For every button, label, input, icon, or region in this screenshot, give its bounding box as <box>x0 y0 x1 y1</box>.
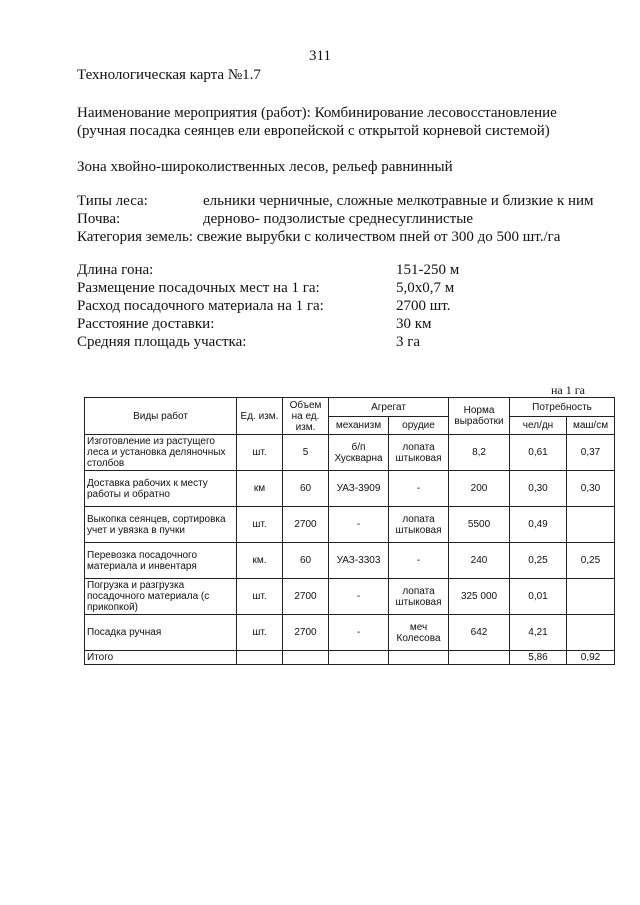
cell-unit: шт. <box>237 615 283 651</box>
activity-name-line-2: (ручная посадка сеянцев ели европейской с открытой корневой системой) <box>77 123 550 139</box>
cell-work: Посадка ручная <box>85 615 237 651</box>
param-label: Расстояние доставки: <box>77 316 215 332</box>
cell-tool: - <box>389 471 449 507</box>
works-table <box>84 397 615 665</box>
param-value: 30 км <box>396 316 432 332</box>
cell-volume: 2700 <box>283 615 329 651</box>
cell-unit: шт. <box>237 507 283 543</box>
cell-work: Перевозка посадочного материала и инвентаря <box>85 543 237 579</box>
cell-total-man-days: 5,86 <box>510 651 567 665</box>
table-row <box>85 579 615 615</box>
cell-mechanism: - <box>329 507 389 543</box>
param-label: Длина гона: <box>77 262 154 278</box>
cell-man-days: 4,21 <box>510 615 567 651</box>
cell-machine-shifts: 0,30 <box>567 471 615 507</box>
zone-line: Зона хвойно-широколиственных лесов, рельеф равнинный <box>77 159 453 175</box>
header-machine-shifts: маш/см <box>567 417 615 435</box>
cell-machine-shifts: 0,37 <box>567 435 615 471</box>
table-row <box>85 543 615 579</box>
activity-name-line-1: Наименование мероприятия (работ): Комбинирование лесовосстановление <box>77 105 557 121</box>
cell-man-days: 0,30 <box>510 471 567 507</box>
param-label: Средняя площадь участка: <box>77 334 247 350</box>
cell-mechanism: УАЗ-3909 <box>329 471 389 507</box>
cell-man-days: 0,01 <box>510 579 567 615</box>
cell-tool: лопата штыковая <box>389 507 449 543</box>
param-label: Расход посадочного материала на 1 га: <box>77 298 324 314</box>
header-unit: Ед. изм. <box>237 398 283 435</box>
table-row <box>85 435 615 471</box>
cell-volume: 2700 <box>283 579 329 615</box>
forest-types-label: Типы леса: <box>77 193 148 209</box>
header-tool: орудие <box>389 417 449 435</box>
table-row <box>85 615 615 651</box>
soil-label: Почва: <box>77 211 121 227</box>
header-man-days: чел/дн <box>510 417 567 435</box>
cell-total-machine-shifts: 0,92 <box>567 651 615 665</box>
cell-empty <box>283 651 329 665</box>
param-label: Размещение посадочных мест на 1 га: <box>77 280 320 296</box>
forest-types-value: ельники черничные, сложные мелкотравные и близкие к ним <box>203 193 594 209</box>
cell-machine-shifts <box>567 579 615 615</box>
table-row <box>85 471 615 507</box>
cell-work: Изготовление из растущего леса и установка деляночных столбов <box>85 435 237 471</box>
param-value: 3 га <box>396 334 421 350</box>
cell-volume: 60 <box>283 543 329 579</box>
cell-man-days: 0,49 <box>510 507 567 543</box>
cell-volume: 5 <box>283 435 329 471</box>
param-value: 2700 шт. <box>396 298 451 314</box>
cell-volume: 60 <box>283 471 329 507</box>
cell-empty <box>329 651 389 665</box>
header-norm: Норма выработки <box>449 398 510 435</box>
cell-machine-shifts <box>567 507 615 543</box>
cell-mechanism: - <box>329 615 389 651</box>
cell-norm: 325 000 <box>449 579 510 615</box>
param-value: 151-250 м <box>396 262 460 278</box>
cell-unit: км <box>237 471 283 507</box>
header-mechanism: механизм <box>329 417 389 435</box>
cell-norm: 8,2 <box>449 435 510 471</box>
cell-empty <box>389 651 449 665</box>
cell-machine-shifts: 0,25 <box>567 543 615 579</box>
header-aggregate: Агрегат <box>329 398 449 417</box>
cell-norm: 5500 <box>449 507 510 543</box>
cell-mechanism: б/п Хускварна <box>329 435 389 471</box>
cell-empty <box>237 651 283 665</box>
cell-tool: - <box>389 543 449 579</box>
param-value: 5,0х0,7 м <box>396 280 455 296</box>
header-work-types: Виды работ <box>85 398 237 435</box>
cell-unit: шт. <box>237 579 283 615</box>
cell-unit: шт. <box>237 435 283 471</box>
table-row <box>85 507 615 543</box>
card-title: Технологическая карта №1.7 <box>77 67 261 83</box>
table-unit-note: на 1 га <box>551 383 585 397</box>
cell-work: Погрузка и разгрузка посадочного материала (с прикопкой) <box>85 579 237 615</box>
cell-mechanism: УАЗ-3303 <box>329 543 389 579</box>
cell-man-days: 0,61 <box>510 435 567 471</box>
land-category-line: Категория земель: свежие вырубки с количеством пней от 300 до 500 шт./га <box>77 229 561 245</box>
soil-value: дерново- подзолистые среднесуглинистые <box>203 211 473 227</box>
header-need: Потребность <box>510 398 615 417</box>
page-number: 311 <box>309 48 331 64</box>
cell-total-label: Итого <box>85 651 237 665</box>
cell-mechanism: - <box>329 579 389 615</box>
table-total-row <box>85 651 615 665</box>
cell-tool: лопата штыковая <box>389 435 449 471</box>
cell-unit: км. <box>237 543 283 579</box>
cell-norm: 642 <box>449 615 510 651</box>
cell-work: Доставка рабочих к месту работы и обратно <box>85 471 237 507</box>
header-volume: Объем на ед. изм. <box>283 398 329 435</box>
cell-volume: 2700 <box>283 507 329 543</box>
cell-work: Выкопка сеянцев, сортировка учет и увязка в пучки <box>85 507 237 543</box>
cell-empty <box>449 651 510 665</box>
cell-tool: лопата штыковая <box>389 579 449 615</box>
cell-norm: 200 <box>449 471 510 507</box>
cell-norm: 240 <box>449 543 510 579</box>
cell-tool: меч Колесова <box>389 615 449 651</box>
cell-man-days: 0,25 <box>510 543 567 579</box>
cell-machine-shifts <box>567 615 615 651</box>
